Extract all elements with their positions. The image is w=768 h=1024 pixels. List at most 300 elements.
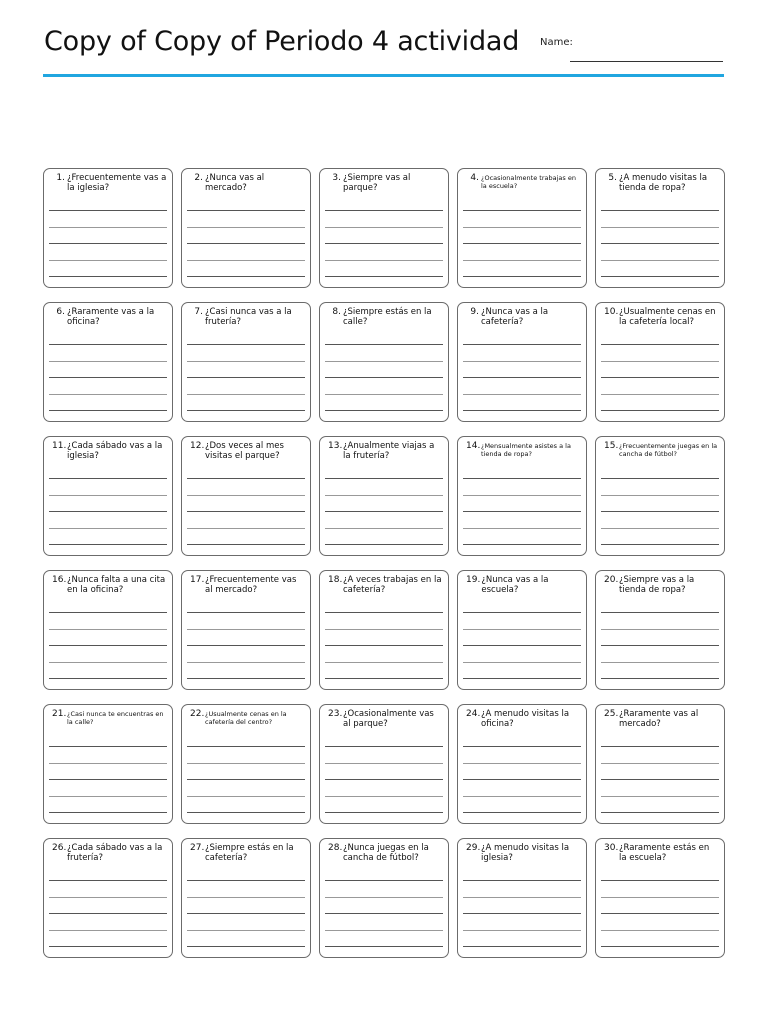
answer-line[interactable] bbox=[49, 930, 167, 931]
question-prompt bbox=[52, 709, 167, 726]
answer-lines[interactable] bbox=[463, 612, 581, 695]
answer-lines[interactable] bbox=[463, 210, 581, 293]
question-card bbox=[319, 436, 449, 556]
answer-line[interactable] bbox=[325, 210, 443, 211]
answer-line[interactable] bbox=[463, 528, 581, 529]
answer-line[interactable] bbox=[49, 511, 167, 512]
answer-lines[interactable] bbox=[325, 344, 443, 427]
answer-line[interactable] bbox=[49, 243, 167, 244]
question-card bbox=[181, 570, 311, 690]
answer-line[interactable] bbox=[601, 511, 719, 512]
question-prompt bbox=[190, 307, 305, 327]
answer-lines[interactable] bbox=[187, 746, 305, 829]
answer-line[interactable] bbox=[187, 410, 305, 411]
answer-line[interactable] bbox=[49, 260, 167, 261]
question-prompt bbox=[52, 843, 167, 863]
question-prompt bbox=[604, 843, 719, 863]
question-card bbox=[319, 570, 449, 690]
answer-lines[interactable] bbox=[601, 612, 719, 695]
answer-line[interactable] bbox=[187, 812, 305, 813]
answer-line[interactable] bbox=[325, 243, 443, 244]
answer-line[interactable] bbox=[325, 394, 443, 395]
question-number: 5. bbox=[608, 173, 617, 183]
answer-line[interactable] bbox=[187, 946, 305, 947]
answer-line[interactable] bbox=[325, 796, 443, 797]
question-text: ¿Frecuentemente vas al mercado? bbox=[205, 575, 297, 595]
question-text: ¿Siempre estás en la cafetería? bbox=[205, 843, 294, 863]
answer-line[interactable] bbox=[601, 746, 719, 747]
answer-line[interactable] bbox=[187, 260, 305, 261]
question-card bbox=[319, 704, 449, 824]
question-text: ¿Ocasionalmente trabajas en la escuela? bbox=[481, 174, 576, 190]
answer-line[interactable] bbox=[187, 227, 305, 228]
question-prompt bbox=[190, 843, 305, 863]
question-text: ¿A menudo visitas la tienda de ropa? bbox=[619, 173, 708, 193]
question-text: ¿Anualmente viajas a la frutería? bbox=[343, 441, 435, 461]
question-text: ¿Nunca vas a la cafetería? bbox=[481, 307, 549, 327]
answer-line[interactable] bbox=[601, 210, 719, 211]
answer-lines[interactable] bbox=[187, 880, 305, 963]
question-prompt bbox=[328, 575, 443, 595]
answer-line[interactable] bbox=[463, 495, 581, 496]
answer-line[interactable] bbox=[463, 662, 581, 663]
question-prompt bbox=[466, 575, 581, 595]
question-number: 19. bbox=[466, 575, 481, 585]
name-field[interactable] bbox=[570, 61, 723, 62]
answer-line[interactable] bbox=[325, 678, 443, 679]
question-number: 24. bbox=[466, 709, 481, 719]
question-prompt bbox=[328, 441, 443, 461]
answer-line[interactable] bbox=[49, 746, 167, 747]
answer-line[interactable] bbox=[325, 779, 443, 780]
question-number: 21. bbox=[52, 709, 67, 719]
answer-line[interactable] bbox=[187, 678, 305, 679]
question-number: 16. bbox=[52, 575, 67, 585]
question-text: ¿Dos veces al mes visitas el parque? bbox=[205, 441, 284, 461]
answer-line[interactable] bbox=[187, 612, 305, 613]
answer-line[interactable] bbox=[187, 243, 305, 244]
answer-line[interactable] bbox=[601, 243, 719, 244]
question-number: 18. bbox=[328, 575, 343, 585]
answer-line[interactable] bbox=[49, 897, 167, 898]
answer-lines[interactable] bbox=[187, 478, 305, 561]
answer-line[interactable] bbox=[49, 662, 167, 663]
answer-lines[interactable] bbox=[49, 478, 167, 561]
question-card bbox=[595, 168, 725, 288]
answer-line[interactable] bbox=[601, 276, 719, 277]
answer-lines[interactable] bbox=[325, 612, 443, 695]
question-number: 29. bbox=[466, 843, 481, 853]
answer-line[interactable] bbox=[187, 511, 305, 512]
answer-line[interactable] bbox=[187, 344, 305, 345]
question-number: 11. bbox=[52, 441, 67, 451]
answer-line[interactable] bbox=[463, 897, 581, 898]
answer-lines[interactable] bbox=[463, 746, 581, 829]
question-number: 6. bbox=[56, 307, 65, 317]
answer-line[interactable] bbox=[463, 796, 581, 797]
answer-line[interactable] bbox=[49, 763, 167, 764]
question-prompt bbox=[190, 575, 305, 595]
question-number: 23. bbox=[328, 709, 343, 719]
answer-lines[interactable] bbox=[601, 880, 719, 963]
answer-line[interactable] bbox=[187, 394, 305, 395]
answer-line[interactable] bbox=[187, 913, 305, 914]
answer-line[interactable] bbox=[601, 662, 719, 663]
answer-line[interactable] bbox=[463, 930, 581, 931]
answer-line[interactable] bbox=[325, 528, 443, 529]
question-card bbox=[457, 704, 587, 824]
question-number: 27. bbox=[190, 843, 205, 853]
question-text: ¿Cada sábado vas a la frutería? bbox=[67, 843, 163, 863]
answer-lines[interactable] bbox=[49, 746, 167, 829]
question-prompt bbox=[466, 843, 581, 863]
question-prompt bbox=[328, 843, 443, 863]
answer-line[interactable] bbox=[601, 227, 719, 228]
answer-line[interactable] bbox=[325, 930, 443, 931]
answer-line[interactable] bbox=[49, 612, 167, 613]
answer-line[interactable] bbox=[325, 662, 443, 663]
question-text: ¿Nunca vas al mercado? bbox=[205, 173, 265, 193]
question-number: 17. bbox=[190, 575, 205, 585]
question-prompt bbox=[52, 173, 167, 193]
answer-line[interactable] bbox=[187, 276, 305, 277]
question-card bbox=[43, 704, 173, 824]
answer-line[interactable] bbox=[325, 511, 443, 512]
answer-line[interactable] bbox=[601, 897, 719, 898]
question-text: ¿Casi nunca vas a la frutería? bbox=[205, 307, 292, 327]
answer-line[interactable] bbox=[463, 227, 581, 228]
answer-line[interactable] bbox=[187, 880, 305, 881]
answer-line[interactable] bbox=[49, 344, 167, 345]
answer-line[interactable] bbox=[601, 260, 719, 261]
question-number: 26. bbox=[52, 843, 67, 853]
answer-line[interactable] bbox=[601, 796, 719, 797]
answer-line[interactable] bbox=[325, 478, 443, 479]
answer-line[interactable] bbox=[49, 495, 167, 496]
answer-line[interactable] bbox=[463, 511, 581, 512]
question-prompt bbox=[604, 307, 719, 327]
page-title: Copy of Copy of Periodo 4 actividad bbox=[44, 26, 520, 57]
question-prompt bbox=[466, 441, 581, 458]
question-text: ¿A menudo visitas la iglesia? bbox=[481, 843, 570, 863]
answer-line[interactable] bbox=[325, 260, 443, 261]
answer-line[interactable] bbox=[187, 763, 305, 764]
answer-lines[interactable] bbox=[325, 880, 443, 963]
answer-line[interactable] bbox=[601, 394, 719, 395]
answer-line[interactable] bbox=[325, 227, 443, 228]
answer-lines[interactable] bbox=[49, 344, 167, 427]
question-number: 9. bbox=[470, 307, 479, 317]
answer-line[interactable] bbox=[187, 662, 305, 663]
answer-lines[interactable] bbox=[601, 478, 719, 561]
question-card bbox=[181, 838, 311, 958]
answer-line[interactable] bbox=[601, 361, 719, 362]
answer-line[interactable] bbox=[463, 260, 581, 261]
answer-line[interactable] bbox=[325, 763, 443, 764]
answer-line[interactable] bbox=[601, 410, 719, 411]
question-text: ¿Siempre vas al parque? bbox=[343, 173, 411, 193]
answer-line[interactable] bbox=[463, 946, 581, 947]
answer-line[interactable] bbox=[187, 930, 305, 931]
question-text: ¿Cada sábado vas a la iglesia? bbox=[67, 441, 163, 461]
answer-lines[interactable] bbox=[463, 880, 581, 963]
answer-lines[interactable] bbox=[49, 612, 167, 695]
answer-line[interactable] bbox=[601, 913, 719, 914]
question-prompt bbox=[604, 575, 719, 595]
answer-line[interactable] bbox=[463, 763, 581, 764]
answer-lines[interactable] bbox=[187, 210, 305, 293]
question-text: ¿Frecuentemente vas a la iglesia? bbox=[67, 173, 167, 193]
question-number: 2. bbox=[194, 173, 203, 183]
answer-line[interactable] bbox=[463, 880, 581, 881]
question-number: 4. bbox=[470, 173, 479, 183]
question-card bbox=[457, 436, 587, 556]
question-text: ¿Nunca vas a la escuela? bbox=[481, 575, 549, 595]
answer-line[interactable] bbox=[463, 377, 581, 378]
answer-line[interactable] bbox=[601, 763, 719, 764]
answer-line[interactable] bbox=[325, 495, 443, 496]
question-card bbox=[181, 704, 311, 824]
question-text: ¿A veces trabajas en la cafetería? bbox=[343, 575, 442, 595]
answer-lines[interactable] bbox=[601, 746, 719, 829]
answer-line[interactable] bbox=[49, 528, 167, 529]
answer-line[interactable] bbox=[601, 344, 719, 345]
answer-line[interactable] bbox=[325, 913, 443, 914]
answer-line[interactable] bbox=[187, 645, 305, 646]
answer-line[interactable] bbox=[601, 930, 719, 931]
answer-line[interactable] bbox=[187, 779, 305, 780]
answer-line[interactable] bbox=[187, 210, 305, 211]
question-number: 22. bbox=[190, 709, 205, 719]
answer-line[interactable] bbox=[187, 377, 305, 378]
answer-line[interactable] bbox=[187, 746, 305, 747]
question-number: 8. bbox=[332, 307, 341, 317]
answer-line[interactable] bbox=[49, 361, 167, 362]
answer-line[interactable] bbox=[463, 344, 581, 345]
question-card bbox=[43, 302, 173, 422]
answer-line[interactable] bbox=[601, 946, 719, 947]
answer-lines[interactable] bbox=[187, 344, 305, 427]
question-number: 1. bbox=[56, 173, 65, 183]
answer-line[interactable] bbox=[325, 629, 443, 630]
answer-lines[interactable] bbox=[601, 344, 719, 427]
answer-line[interactable] bbox=[49, 210, 167, 211]
question-card bbox=[43, 436, 173, 556]
answer-line[interactable] bbox=[463, 629, 581, 630]
question-number: 3. bbox=[332, 173, 341, 183]
question-text: ¿Usualmente cenas en la cafetería local? bbox=[619, 307, 716, 327]
answer-line[interactable] bbox=[601, 544, 719, 545]
answer-lines[interactable] bbox=[49, 880, 167, 963]
answer-lines[interactable] bbox=[463, 478, 581, 561]
answer-line[interactable] bbox=[49, 377, 167, 378]
question-text: ¿Nunca falta a una cita en la oficina? bbox=[67, 575, 166, 595]
question-card bbox=[43, 168, 173, 288]
answer-line[interactable] bbox=[463, 410, 581, 411]
question-card bbox=[181, 436, 311, 556]
answer-line[interactable] bbox=[463, 544, 581, 545]
question-prompt bbox=[466, 173, 581, 190]
answer-lines[interactable] bbox=[49, 210, 167, 293]
question-number: 14. bbox=[466, 441, 481, 451]
question-number: 25. bbox=[604, 709, 619, 719]
name-label: Name: bbox=[540, 37, 573, 48]
question-card bbox=[595, 436, 725, 556]
answer-line[interactable] bbox=[601, 880, 719, 881]
answer-line[interactable] bbox=[463, 210, 581, 211]
question-prompt bbox=[604, 709, 719, 729]
answer-line[interactable] bbox=[601, 478, 719, 479]
answer-line[interactable] bbox=[601, 612, 719, 613]
question-number: 10. bbox=[604, 307, 619, 317]
question-card bbox=[43, 570, 173, 690]
answer-line[interactable] bbox=[325, 645, 443, 646]
answer-line[interactable] bbox=[325, 410, 443, 411]
answer-lines[interactable] bbox=[325, 478, 443, 561]
question-number: 7. bbox=[194, 307, 203, 317]
answer-line[interactable] bbox=[325, 612, 443, 613]
header-divider bbox=[43, 74, 724, 77]
question-prompt bbox=[466, 709, 581, 729]
answer-line[interactable] bbox=[187, 544, 305, 545]
answer-line[interactable] bbox=[49, 276, 167, 277]
answer-line[interactable] bbox=[325, 344, 443, 345]
question-card bbox=[181, 302, 311, 422]
answer-line[interactable] bbox=[463, 394, 581, 395]
question-card bbox=[595, 838, 725, 958]
answer-line[interactable] bbox=[463, 746, 581, 747]
answer-line[interactable] bbox=[325, 544, 443, 545]
answer-line[interactable] bbox=[49, 678, 167, 679]
question-prompt bbox=[52, 575, 167, 595]
question-text: ¿Raramente estás en la escuela? bbox=[619, 843, 710, 863]
answer-lines[interactable] bbox=[601, 210, 719, 293]
question-number: 30. bbox=[604, 843, 619, 853]
question-text: ¿Ocasionalmente vas al parque? bbox=[343, 709, 434, 729]
question-card bbox=[457, 168, 587, 288]
answer-line[interactable] bbox=[463, 612, 581, 613]
answer-line[interactable] bbox=[187, 629, 305, 630]
answer-line[interactable] bbox=[325, 746, 443, 747]
answer-line[interactable] bbox=[49, 812, 167, 813]
question-prompt bbox=[328, 173, 443, 193]
answer-line[interactable] bbox=[187, 361, 305, 362]
answer-line[interactable] bbox=[601, 645, 719, 646]
answer-line[interactable] bbox=[49, 544, 167, 545]
answer-line[interactable] bbox=[601, 812, 719, 813]
question-text: ¿Siempre estás en la calle? bbox=[343, 307, 432, 327]
answer-line[interactable] bbox=[601, 779, 719, 780]
answer-line[interactable] bbox=[325, 361, 443, 362]
answer-line[interactable] bbox=[187, 478, 305, 479]
answer-line[interactable] bbox=[187, 897, 305, 898]
answer-line[interactable] bbox=[49, 796, 167, 797]
question-number: 12. bbox=[190, 441, 205, 451]
answer-lines[interactable] bbox=[187, 612, 305, 695]
answer-lines[interactable] bbox=[463, 344, 581, 427]
question-text: ¿Mensualmente asistes a la tienda de ropa? bbox=[481, 442, 571, 458]
answer-line[interactable] bbox=[49, 946, 167, 947]
answer-lines[interactable] bbox=[325, 210, 443, 293]
question-card bbox=[595, 704, 725, 824]
question-card bbox=[319, 168, 449, 288]
answer-line[interactable] bbox=[463, 812, 581, 813]
answer-line[interactable] bbox=[463, 779, 581, 780]
question-prompt bbox=[190, 441, 305, 461]
question-number: 20. bbox=[604, 575, 619, 585]
question-card bbox=[457, 302, 587, 422]
answer-line[interactable] bbox=[187, 495, 305, 496]
question-card bbox=[181, 168, 311, 288]
answer-line[interactable] bbox=[187, 796, 305, 797]
answer-line[interactable] bbox=[49, 913, 167, 914]
question-prompt bbox=[604, 173, 719, 193]
answer-line[interactable] bbox=[325, 880, 443, 881]
answer-line[interactable] bbox=[601, 377, 719, 378]
question-prompt bbox=[190, 173, 305, 193]
question-card bbox=[43, 838, 173, 958]
answer-line[interactable] bbox=[601, 678, 719, 679]
answer-line[interactable] bbox=[325, 946, 443, 947]
answer-line[interactable] bbox=[49, 629, 167, 630]
question-grid bbox=[43, 168, 725, 958]
answer-line[interactable] bbox=[325, 276, 443, 277]
question-number: 13. bbox=[328, 441, 343, 451]
answer-line[interactable] bbox=[325, 812, 443, 813]
question-number: 15. bbox=[604, 441, 619, 451]
answer-line[interactable] bbox=[49, 394, 167, 395]
answer-line[interactable] bbox=[49, 227, 167, 228]
answer-line[interactable] bbox=[601, 528, 719, 529]
answer-line[interactable] bbox=[463, 645, 581, 646]
answer-line[interactable] bbox=[49, 410, 167, 411]
answer-line[interactable] bbox=[601, 495, 719, 496]
answer-line[interactable] bbox=[463, 478, 581, 479]
question-text: ¿Casi nunca te encuentras en la calle? bbox=[67, 710, 164, 726]
answer-line[interactable] bbox=[463, 361, 581, 362]
answer-line[interactable] bbox=[187, 528, 305, 529]
question-text: ¿A menudo visitas la oficina? bbox=[481, 709, 570, 729]
answer-line[interactable] bbox=[325, 897, 443, 898]
answer-line[interactable] bbox=[325, 377, 443, 378]
answer-lines[interactable] bbox=[325, 746, 443, 829]
question-text: ¿Siempre vas a la tienda de ropa? bbox=[619, 575, 695, 595]
answer-line[interactable] bbox=[49, 779, 167, 780]
answer-line[interactable] bbox=[49, 880, 167, 881]
answer-line[interactable] bbox=[463, 243, 581, 244]
question-card bbox=[457, 570, 587, 690]
question-prompt bbox=[52, 441, 167, 461]
question-text: ¿Nunca juegas en la cancha de fútbol? bbox=[343, 843, 429, 863]
question-card bbox=[595, 570, 725, 690]
question-card bbox=[319, 838, 449, 958]
question-text: ¿Usualmente cenas en la cafetería del centro? bbox=[205, 710, 287, 726]
answer-line[interactable] bbox=[463, 913, 581, 914]
answer-line[interactable] bbox=[49, 478, 167, 479]
question-prompt bbox=[190, 709, 305, 726]
question-prompt bbox=[604, 441, 719, 458]
question-number: 28. bbox=[328, 843, 343, 853]
question-prompt bbox=[466, 307, 581, 327]
answer-line[interactable] bbox=[463, 678, 581, 679]
answer-line[interactable] bbox=[463, 276, 581, 277]
question-card bbox=[595, 302, 725, 422]
answer-line[interactable] bbox=[49, 645, 167, 646]
question-text: ¿Frecuentemente juegas en la cancha de fútbol? bbox=[619, 442, 718, 458]
question-card bbox=[457, 838, 587, 958]
question-text: ¿Raramente vas al mercado? bbox=[619, 709, 699, 729]
answer-line[interactable] bbox=[601, 629, 719, 630]
